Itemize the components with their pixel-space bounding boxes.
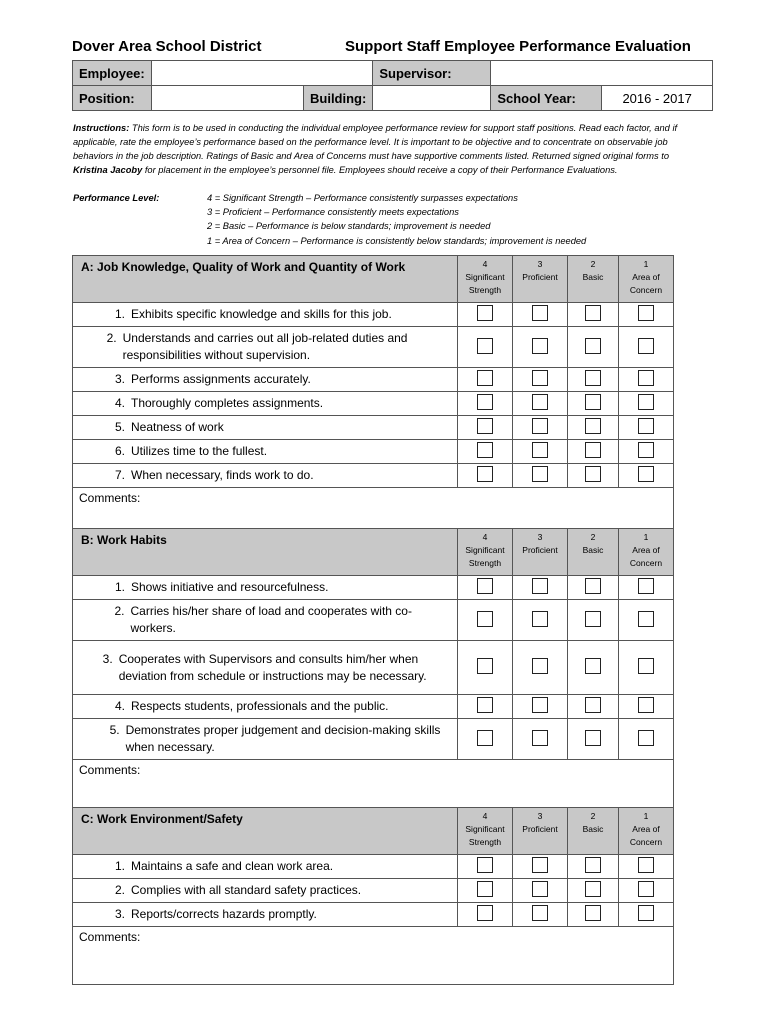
rating-1-checkbox[interactable] — [638, 442, 654, 458]
supervisor-field[interactable] — [491, 61, 713, 86]
section-a-comments[interactable]: Comments: — [73, 488, 674, 540]
col-4-header: 4 Significant Strength — [458, 256, 513, 303]
level-1-desc: 1 = Area of Concern – Performance is consistently below standards; improvement is needed — [207, 235, 587, 246]
rating-3-checkbox[interactable] — [532, 442, 548, 458]
rating-4-checkbox[interactable] — [477, 658, 493, 674]
col-4-header: 4 Significant Strength — [458, 529, 513, 576]
section-b-table — [72, 528, 674, 818]
rating-3-checkbox[interactable] — [532, 611, 548, 627]
instructions-label: Instructions: — [73, 123, 130, 133]
level-4-desc: 4 = Significant Strength – Performance consistently surpasses expectations — [207, 193, 518, 203]
rating-3-checkbox[interactable] — [532, 394, 548, 410]
district-name: Dover Area School District — [72, 38, 262, 55]
col-3-header: 3 Proficient — [513, 808, 568, 855]
rating-3-checkbox[interactable] — [532, 697, 548, 713]
section-c-comments[interactable]: Comments: — [73, 927, 674, 985]
rating-2-checkbox[interactable] — [585, 305, 601, 321]
criterion-text: Reports/corrects hazards promptly. — [131, 907, 317, 921]
rating-3-checkbox[interactable] — [532, 305, 548, 321]
table-row: 7. When necessary, finds work to do. — [73, 464, 674, 488]
table-row: 2. Carries his/her share of load and cooperates with co-workers. — [73, 600, 674, 641]
criterion-text: Understands and carries out all job-related duties and responsibilities without supervision. — [122, 331, 408, 362]
rating-1-checkbox[interactable] — [638, 578, 654, 594]
rating-1-checkbox[interactable] — [638, 611, 654, 627]
table-row: 4. Thoroughly completes assignments. — [73, 392, 674, 416]
rating-2-checkbox[interactable] — [585, 658, 601, 674]
performance-level-label: Performance Level: — [73, 193, 160, 203]
rating-2-checkbox[interactable] — [585, 611, 601, 627]
building-label: Building: — [304, 86, 373, 111]
rating-3-checkbox[interactable] — [532, 466, 548, 482]
rating-4-checkbox[interactable] — [477, 857, 493, 873]
employee-info-table — [72, 60, 713, 111]
criterion-text: Carries his/her share of load and cooperates with co-workers. — [130, 604, 412, 635]
table-row: 1. Exhibits specific knowledge and skills for this job. — [73, 303, 674, 327]
rating-2-checkbox[interactable] — [585, 730, 601, 746]
form-title: Support Staff Employee Performance Evaluation — [345, 38, 691, 55]
criterion-text: Shows initiative and resourcefulness. — [131, 580, 329, 594]
instructions-text-a: This form is to be used in conducting the individual employee performance review for support staff positions. Read each factor, and if applicable, rate the employee’s performance based on the performance level. It is important to be objective and to concentrate on observable job behaviors in the job description. Ratings of Basic and Area of Concerns must have supportive comments listed. Returned signed original forms to — [73, 123, 678, 161]
supervisor-label: Supervisor: — [373, 61, 491, 86]
criterion-text: Neatness of work — [131, 420, 224, 434]
criterion-text: Thoroughly completes assignments. — [131, 396, 324, 410]
table-row: 1. Maintains a safe and clean work area. — [73, 855, 674, 879]
rating-1-checkbox[interactable] — [638, 305, 654, 321]
rating-3-checkbox[interactable] — [532, 881, 548, 897]
rating-1-checkbox[interactable] — [638, 466, 654, 482]
section-b-comments[interactable]: Comments: — [73, 760, 674, 818]
rating-1-checkbox[interactable] — [638, 881, 654, 897]
col-2-header: 2 Basic — [568, 529, 619, 576]
rating-3-checkbox[interactable] — [532, 658, 548, 674]
col-3-header: 3 Proficient — [513, 529, 568, 576]
rating-3-checkbox[interactable] — [532, 730, 548, 746]
school-year-label: School Year: — [491, 86, 602, 111]
criterion-text: Performs assignments accurately. — [131, 372, 311, 386]
rating-2-checkbox[interactable] — [585, 905, 601, 921]
rating-4-checkbox[interactable] — [477, 881, 493, 897]
rating-1-checkbox[interactable] — [638, 338, 654, 354]
level-2-desc: 2 = Basic – Performance is below standards; improvement is needed — [207, 221, 491, 232]
rating-3-checkbox[interactable] — [532, 418, 548, 434]
criterion-text: When necessary, finds work to do. — [131, 468, 314, 482]
rating-4-checkbox[interactable] — [477, 905, 493, 921]
rating-3-checkbox[interactable] — [532, 370, 548, 386]
rating-1-checkbox[interactable] — [638, 394, 654, 410]
rating-1-checkbox[interactable] — [638, 857, 654, 873]
rating-2-checkbox[interactable] — [585, 370, 601, 386]
table-row: 3. Cooperates with Supervisors and consults him/her when deviation from schedule or instructions may be necessary. — [73, 641, 674, 695]
col-1-header: 1 Area of Concern — [619, 529, 674, 576]
criterion-text: Cooperates with Supervisors and consults him/her when deviation from schedule or instructions may be necessary. — [118, 651, 427, 683]
rating-4-checkbox[interactable] — [477, 305, 493, 321]
rating-4-checkbox[interactable] — [477, 697, 493, 713]
table-row: 5. Neatness of work — [73, 416, 674, 440]
table-row: 2. Complies with all standard safety practices. — [73, 879, 674, 903]
criterion-text: Exhibits specific knowledge and skills for this job. — [131, 307, 392, 321]
col-2-header: 2 Basic — [568, 256, 619, 303]
employee-field[interactable] — [152, 61, 373, 86]
table-row: 4. Respects students, professionals and the public. — [73, 695, 674, 719]
col-3-header: 3 Proficient — [513, 256, 568, 303]
criterion-text: Demonstrates proper judgement and decision-making skills when necessary. — [125, 723, 441, 754]
school-year-field[interactable]: 2016 - 2017 — [602, 86, 713, 111]
rating-3-checkbox[interactable] — [532, 338, 548, 354]
rating-1-checkbox[interactable] — [638, 905, 654, 921]
rating-3-checkbox[interactable] — [532, 857, 548, 873]
col-1-header: 1 Area of Concern — [619, 256, 674, 303]
rating-4-checkbox[interactable] — [477, 578, 493, 594]
criterion-text: Maintains a safe and clean work area. — [131, 859, 334, 873]
instructions-text-b: for placement in the employee’s personnel file. Employees should receive a copy of their Performance Evaluations. — [142, 165, 618, 175]
rating-4-checkbox[interactable] — [477, 730, 493, 746]
rating-1-checkbox[interactable] — [638, 418, 654, 434]
building-field[interactable] — [373, 86, 491, 111]
col-2-header: 2 Basic — [568, 808, 619, 855]
criterion-text: Respects students, professionals and the public. — [131, 699, 389, 713]
rating-4-checkbox[interactable] — [477, 370, 493, 386]
section-c-table — [72, 807, 674, 985]
table-row: 2. Understands and carries out all job-related duties and responsibilities without supervision. — [73, 327, 674, 368]
rating-4-checkbox[interactable] — [477, 442, 493, 458]
rating-2-checkbox[interactable] — [585, 697, 601, 713]
position-label: Position: — [73, 86, 152, 111]
rating-4-checkbox[interactable] — [477, 418, 493, 434]
rating-2-checkbox[interactable] — [585, 857, 601, 873]
rating-1-checkbox[interactable] — [638, 730, 654, 746]
rating-4-checkbox[interactable] — [477, 338, 493, 354]
rating-2-checkbox[interactable] — [585, 881, 601, 897]
section-a-table — [72, 255, 674, 540]
level-3-desc: 3 = Proficient – Performance consistently meets expectations — [207, 207, 459, 218]
rating-2-checkbox[interactable] — [585, 578, 601, 594]
section-b-title: B: Work Habits — [73, 529, 458, 576]
col-1-header: 1 Area of Concern — [619, 808, 674, 855]
table-row: 5. Demonstrates proper judgement and decision-making skills when necessary. — [73, 719, 674, 760]
rating-4-checkbox[interactable] — [477, 611, 493, 627]
rating-2-checkbox[interactable] — [585, 442, 601, 458]
position-field[interactable] — [152, 86, 304, 111]
contact-name: Kristina Jacoby — [73, 165, 143, 175]
table-row: 3. Performs assignments accurately. — [73, 368, 674, 392]
criterion-text: Complies with all standard safety practices. — [131, 883, 362, 897]
criterion-text: Utilizes time to the fullest. — [131, 444, 268, 458]
rating-1-checkbox[interactable] — [638, 697, 654, 713]
rating-2-checkbox[interactable] — [585, 466, 601, 482]
rating-1-checkbox[interactable] — [638, 658, 654, 674]
table-row: 1. Shows initiative and resourcefulness. — [73, 576, 674, 600]
section-c-title: C: Work Environment/Safety — [73, 808, 458, 855]
rating-3-checkbox[interactable] — [532, 578, 548, 594]
rating-4-checkbox[interactable] — [477, 466, 493, 482]
instructions — [73, 121, 703, 177]
rating-1-checkbox[interactable] — [638, 370, 654, 386]
table-row: 3. Reports/corrects hazards promptly. — [73, 903, 674, 927]
rating-2-checkbox[interactable] — [585, 394, 601, 410]
rating-2-checkbox[interactable] — [585, 338, 601, 354]
col-4-header: 4 Significant Strength — [458, 808, 513, 855]
rating-4-checkbox[interactable] — [477, 394, 493, 410]
rating-3-checkbox[interactable] — [532, 905, 548, 921]
employee-label: Employee: — [73, 61, 152, 86]
section-a-title: A: Job Knowledge, Quality of Work and Quantity of Work — [73, 256, 458, 303]
rating-2-checkbox[interactable] — [585, 418, 601, 434]
table-row: 6. Utilizes time to the fullest. — [73, 440, 674, 464]
